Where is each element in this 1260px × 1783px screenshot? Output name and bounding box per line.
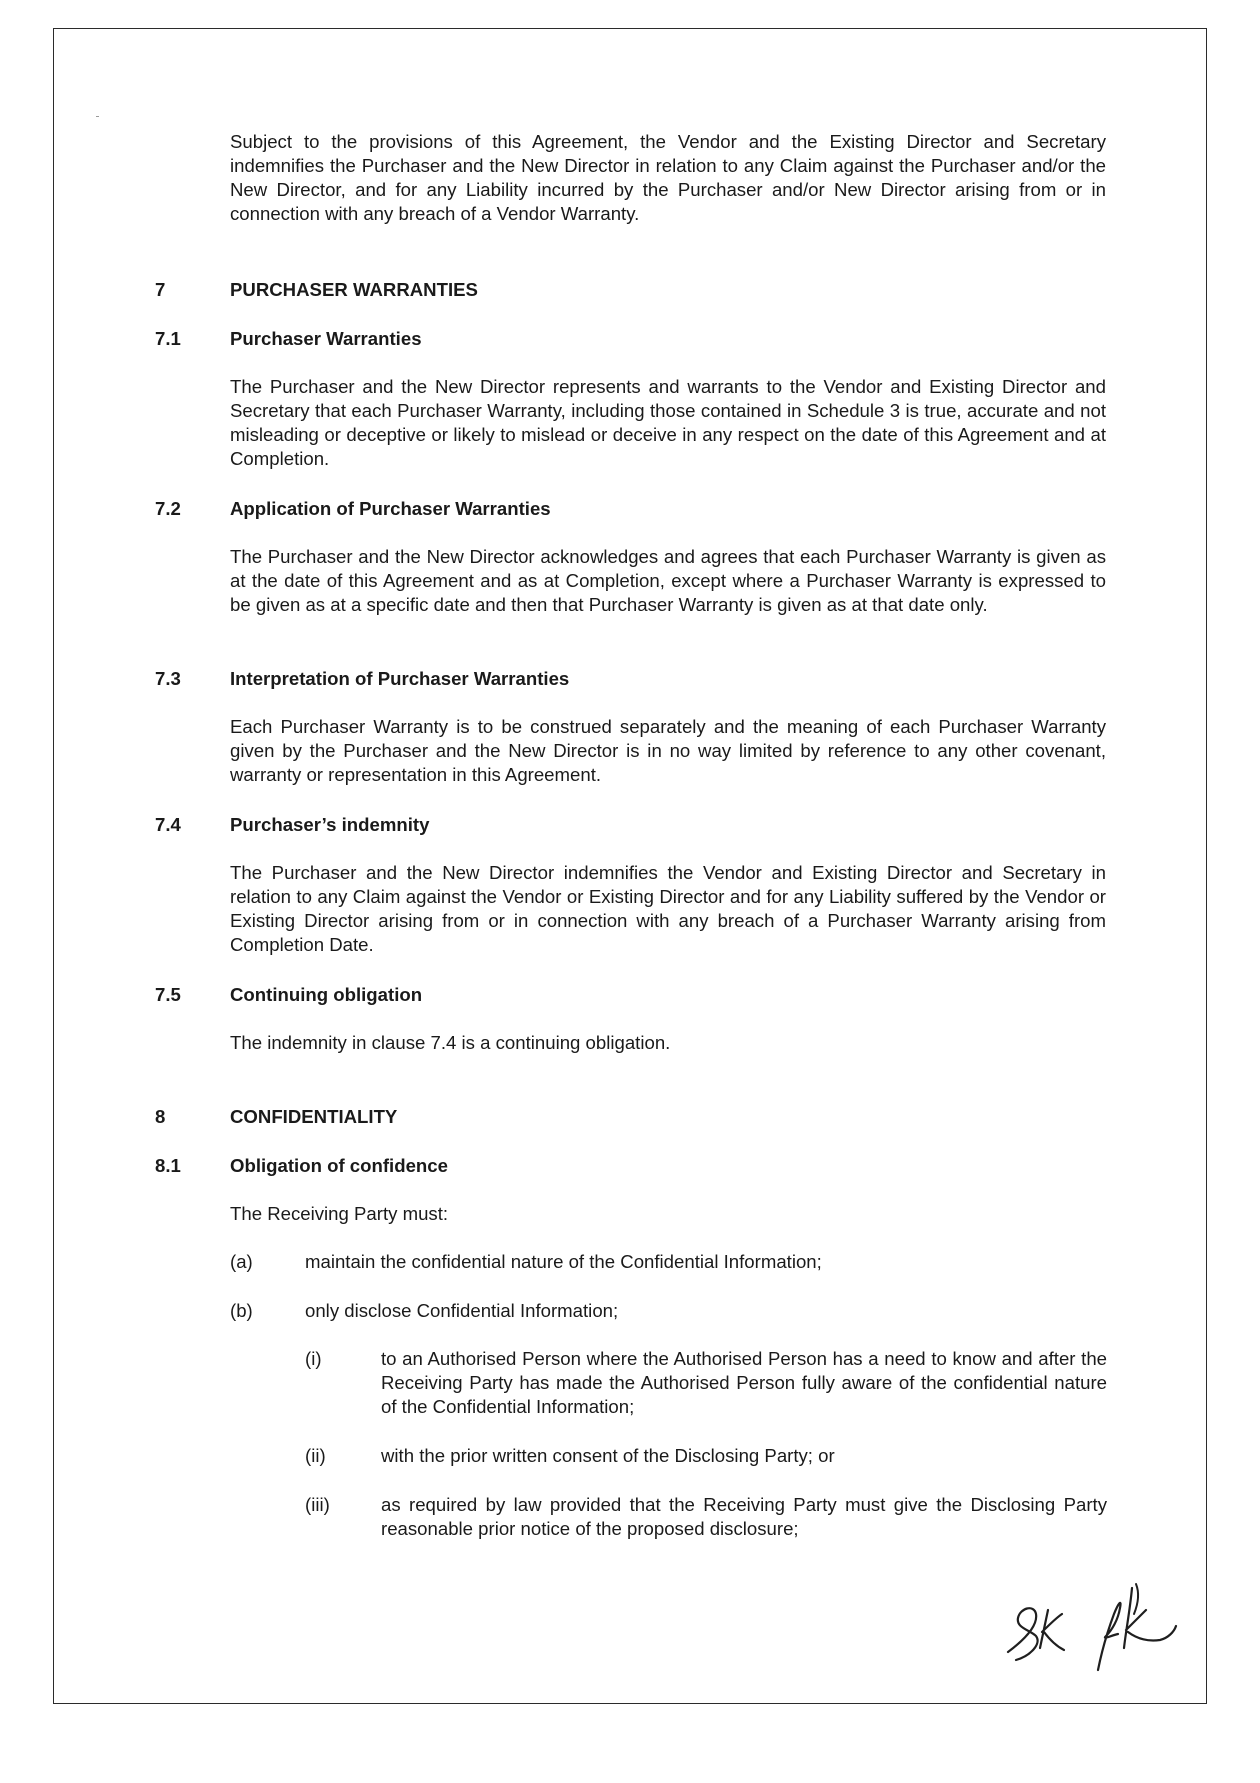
item-a-text: maintain the confidential nature of the Confidential Information; [305,1251,822,1272]
initials-2-stroke-k [1124,1588,1176,1648]
clause-8-1-heading: Obligation of confidence [230,1155,448,1176]
clause-7-1-number: 7.1 [155,328,181,349]
section-7-title: PURCHASER WARRANTIES [230,279,478,300]
clause-7-5-text: The indemnity in clause 7.4 is a continuing obligation. [230,1032,671,1053]
scan-speck [96,116,99,117]
clause-7-5-heading: Continuing obligation [230,984,423,1005]
clause-8-1-number: 8.1 [155,1155,181,1176]
clause-7-3-text: Each Purchaser Warranty is to be construed separately and the meaning of each Purchaser Warranty given by the Purchaser and the New Director is in no way limited by reference to any other covenant, warranty or representation in this Agreement. [230,716,1106,785]
item-b-label: (b) [230,1300,253,1321]
initials-2-loop [1134,1584,1138,1614]
clause-7-1-text: The Purchaser and the New Director represents and warrants to the Vendor and Existing Director and Secretary that each Purchaser Warranty, including those contained in Schedule 3 is true, accurate and not misleading or deceptive or likely to mislead or deceive in any respect on the date of this Agreement and at Completion. [230,376,1106,469]
clause-7-3-heading: Interpretation of Purchaser Warranties [230,668,570,689]
clause-7-2-text: The Purchaser and the New Director acknowledges and agrees that each Purchaser Warranty is given as at the date of this Agreement and as at Completion, except where a Purchaser Warranty is expressed to be given as at a specific date and then that Purchaser Warranty is given as at that date only. [230,546,1106,615]
clause-7-3-number: 7.3 [155,668,181,689]
clause-7-1-heading: Purchaser Warranties [230,328,422,349]
section-8-number: 8 [155,1106,166,1127]
subitem-ii-label: (ii) [305,1445,326,1466]
subitem-i-label: (i) [305,1348,322,1369]
clause-8-1-lead: The Receiving Party must: [230,1203,449,1224]
clause-7-4-text: The Purchaser and the New Director indemnifies the Vendor and Existing Director and Secretary in relation to any Claim against the Vendor or Existing Director and for any Liability suffered by the Vendor or Existing Director arising from or in connection with any breach of a Purchaser Warranty arising from Completion Date. [230,862,1106,955]
clause-7-4-heading: Purchaser’s indemnity [230,814,430,835]
initials-2-stroke [1098,1603,1121,1670]
subitem-iii-label: (iii) [305,1494,330,1515]
item-a-label: (a) [230,1251,253,1272]
section-8-title: CONFIDENTIALITY [230,1106,398,1127]
signature-initials [990,1570,1190,1680]
clause-7-4-number: 7.4 [155,814,181,835]
clause-7-5-number: 7.5 [155,984,181,1005]
subitem-i-text: to an Authorised Person where the Authorised Person has a need to know and after the Receiving Party has made the Authorised Person fully aware of the confidential nature of the Confidential Information; [381,1348,1107,1417]
subitem-ii-text: with the prior written consent of the Disclosing Party; or [381,1445,835,1466]
item-b-text: only disclose Confidential Information; [305,1300,619,1321]
clause-7-2-number: 7.2 [155,498,181,519]
clause-7-2-heading: Application of Purchaser Warranties [230,498,551,519]
section-7-number: 7 [155,279,166,300]
intro-paragraph: Subject to the provisions of this Agreement, the Vendor and the Existing Director and Secretary indemnifies the Purchaser and the New Director in relation to any Claim against the Purchaser and/or the New Director, and for any Liability incurred by the Purchaser and/or New Director arising from or in connection with any breach of a Vendor Warranty. [230,131,1106,224]
initials-1-stroke-k [1040,1610,1064,1650]
initials-1-stroke [1008,1608,1038,1660]
subitem-iii-text: as required by law provided that the Receiving Party must give the Disclosing Party reasonable prior notice of the proposed disclosure; [381,1494,1107,1539]
